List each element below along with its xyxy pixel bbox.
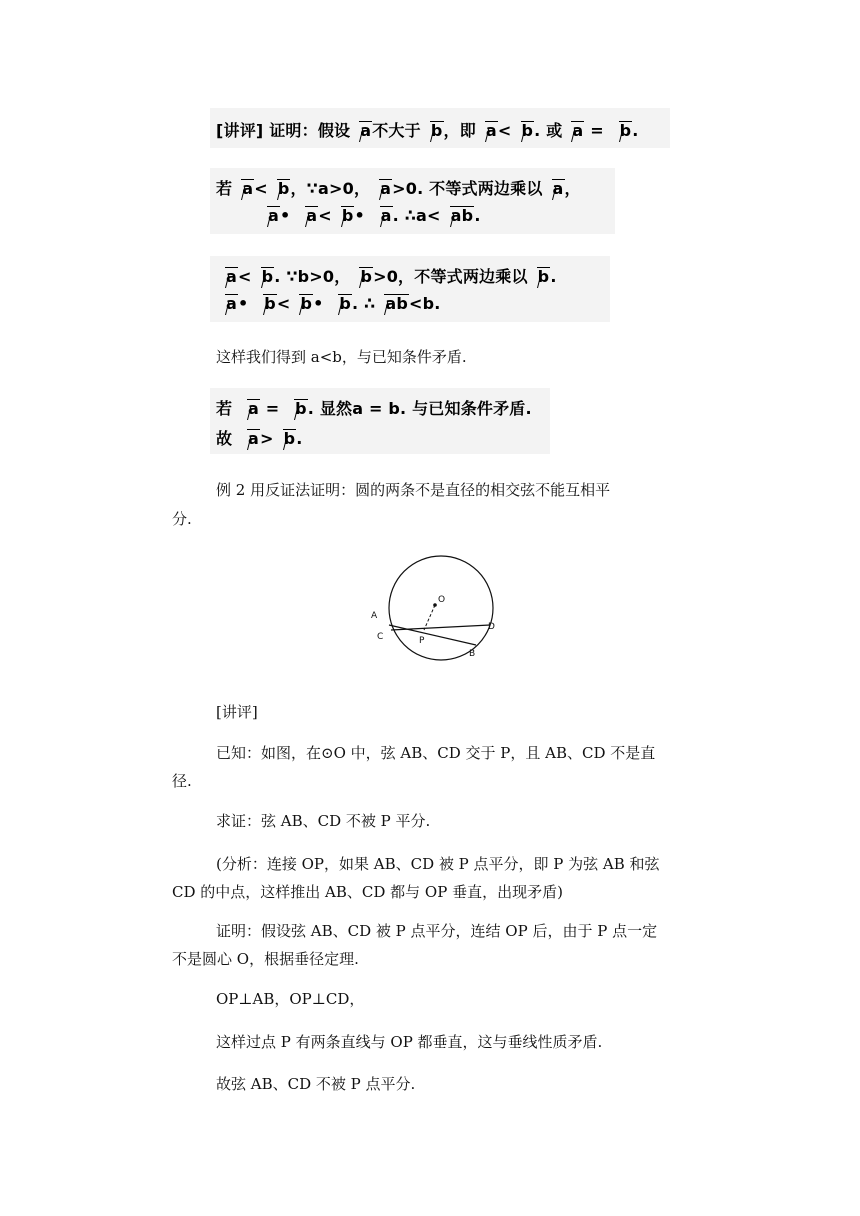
sqrt-b: b [537,267,550,286]
sqrt-b: b [261,267,274,286]
sqrt-ab: ab [385,294,409,313]
example-2-title: 例 2 用反证法证明：圆的两条不是直径的相交弦不能互相平 [216,481,611,499]
sqrt-b: b [295,399,307,418]
sqrt-a: a [572,121,584,140]
perpendicular-statement: OP⊥AB，OP⊥CD， [216,990,365,1008]
proof-cont: 不是圆心 O，根据垂径定理. [172,950,359,968]
sqrt-a: a [306,206,318,225]
sqrt-ab: ab [450,206,474,225]
circle-o [389,556,493,660]
comment-label: [讲评] [216,703,258,721]
sqrt-a: a [242,179,254,198]
formula-line: a< b. ∵b>0， b>0，不等式两边乘以 b. [226,267,557,286]
proof: 证明：假设弦 AB、CD 被 P 点平分，连结 OP 后，由于 P 点一定 [216,922,658,940]
sqrt-a: a [360,121,372,140]
label-o: O [438,595,446,605]
analysis: (分析：连接 OP，如果 AB、CD 被 P 点平分，即 P 为弦 AB 和弦 [216,855,660,873]
label-b: B [469,649,476,659]
example-2-title-cont: 分. [172,510,192,528]
sqrt-b: b [430,121,443,140]
sqrt-b: b [619,121,632,140]
sqrt-a: a [552,179,564,198]
sqrt-a: a [226,294,237,313]
formula-line: [讲评] 证明：假设 a不大于 b，即 a< b. 或 a = b. [216,121,639,140]
circle-chord-diagram [368,555,498,665]
given-statement: 已知：如图，在⊙O 中，弦 AB、CD 交于 P，且 AB、CD 不是直 [216,744,656,762]
sqrt-b: b [300,294,313,313]
formula-line: 若 a = b. 显然a = b. 与已知条件矛盾. [216,399,532,418]
prove-statement: 求证：弦 AB、CD 不被 P 平分. [216,812,431,830]
sqrt-a: a [380,179,392,198]
sqrt-a: a [485,121,497,140]
segment-op [424,605,435,630]
sqrt-b: b [341,206,354,225]
comment-label: [讲评] [216,121,264,140]
sqrt-b: b [339,294,351,313]
formula-line: 若 a< b，∵a>0， a>0. 不等式两边乘以 a， [216,179,581,198]
contradiction-statement: 这样过点 P 有两条直线与 OP 都垂直，这与垂线性质矛盾. [216,1033,603,1051]
sqrt-a: a [380,206,392,225]
label-a: A [371,611,378,621]
formula-image-3 [210,256,610,322]
sqrt-a: a [268,206,279,225]
formula-line: a• b< b• b. ∴ ab<b. [226,294,441,313]
sqrt-b: b [360,267,373,286]
formula-image-4 [210,388,550,454]
analysis-cont: CD 的中点，这样推出 AB、CD 都与 OP 垂直，出现矛盾) [172,883,563,901]
label-c: C [377,632,384,642]
chord-cd [391,625,490,630]
sqrt-b: b [277,179,290,198]
center-point [433,603,437,607]
sqrt-a: a [247,399,259,418]
sqrt-b: b [521,121,534,140]
formula-image-2 [210,168,615,234]
sqrt-a: a [247,429,259,448]
sqrt-a: a [226,267,237,286]
sqrt-b: b [264,294,276,313]
given-statement-cont: 径. [172,772,192,790]
paragraph-result: 这样我们得到 a<b，与已知条件矛盾. [216,348,467,366]
conclusion: 故弦 AB、CD 不被 P 点平分. [216,1075,416,1093]
formula-line: 故 a> b. [216,429,303,448]
label-d: D [488,622,495,632]
formula-line: a• a< b• a. ∴a< ab. [268,206,481,225]
formula-image-1 [210,108,670,148]
sqrt-b: b [283,429,296,448]
label-p: P [419,636,425,646]
